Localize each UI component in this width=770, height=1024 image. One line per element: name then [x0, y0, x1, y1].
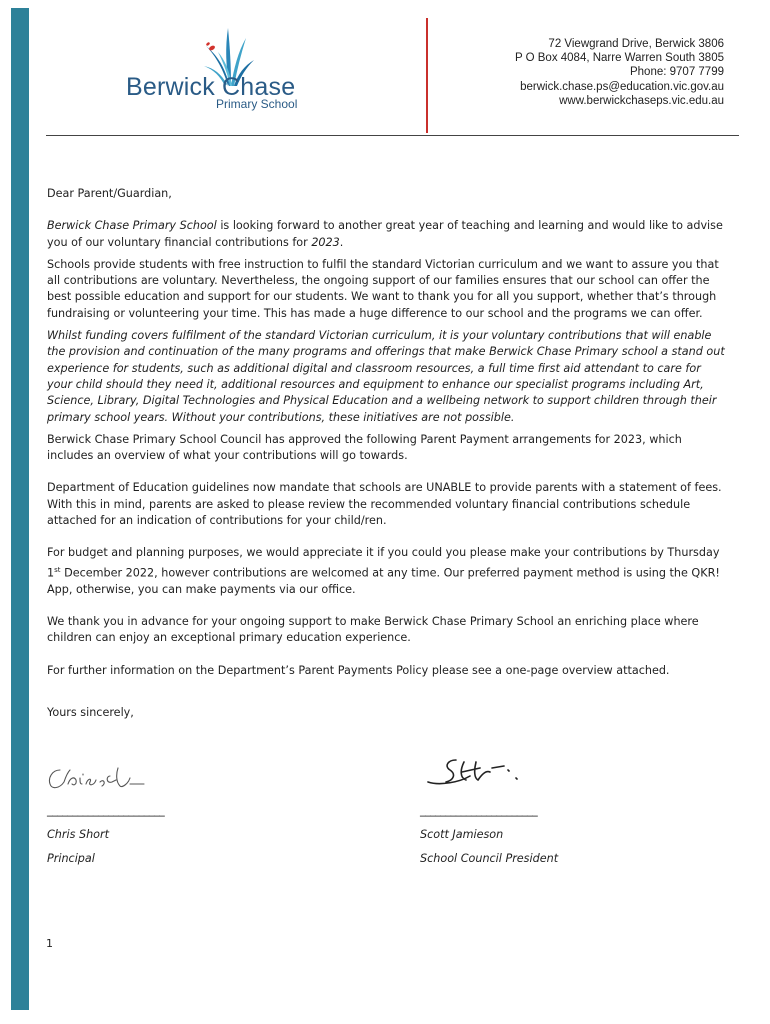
header-divider-vertical [426, 18, 428, 133]
logo-wordmark: Berwick Chase [126, 73, 296, 101]
po-box: P O Box 4084, Narre Warren South 3805 [514, 52, 724, 65]
website-link[interactable]: www.berwickchaseps.vic.edu.au [559, 94, 724, 107]
signatory-president [420, 803, 558, 867]
paragraph-further-info: For further information on the Department’s Parent Payments Policy please see a one-page overview attached. [47, 663, 670, 677]
page-number: 1 [46, 937, 53, 950]
signature-line: _______________________ [47, 804, 165, 817]
signatory-name: Scott Jamieson [420, 828, 504, 841]
paragraph-council: Berwick Chase Primary School Council has approved the following Parent Payment arrangements for 2023, which includes an overview of what your contributions will go towards. [47, 432, 682, 463]
paragraph-guidelines: Department of Education guidelines now mandate that schools are UNABLE to provide parents with a statement of fees. With this in mind, parents are asked to please review the recommended voluntary financial contributions schedule attached for an indication of contributions for your child/ren. [47, 481, 722, 528]
salutation: Dear Parent/Guardian, [47, 187, 172, 200]
email-link[interactable]: berwick.chase.ps@education.vic.gov.au [520, 80, 724, 93]
letter-body [47, 186, 727, 727]
paragraph-funding: Whilst funding covers fulfilment of the standard Victorian curriculum, it is your voluntary contributions that will enable the provision and continuation of the many programs and offerings that make Berwick Chase Primary school a stand out experience for students, such as additional digital and classroom resources, a full time first aid attendant to care for your child should they need it, additional resources and equipment to enhance our specialist programs including Art, Science, Library, Digital Technologies and Physical Education and a wellbeing network to support children through their primary school years. Without your contributions, these initiatives are not possible. [47, 329, 725, 424]
phone: Phone: 9707 7799 [629, 66, 724, 79]
principal-signature [46, 762, 156, 794]
signatory-name: Chris Short [47, 828, 110, 841]
paragraph-thanks: We thank you in advance for your ongoing support to make Berwick Chase Primary School an enriching place where children can enjoy an exceptional primary education experience. [47, 614, 699, 645]
left-accent-bar [11, 8, 29, 1010]
paragraph-voluntary: Schools provide students with free instruction to fulfil the standard Victorian curriculum and we want to assure you that all contributions are voluntary. Nevertheless, the ongoing support of our families ensures that our school can offer the best possible education and support for our students. We want to thank you for all you support, whether that’s through fundraising or volunteering your time. This has made a huge difference to our school and the programs we can offer. [47, 257, 719, 320]
paragraph-intro: Berwick Chase Primary School is looking forward to another great year of teaching and learning and would like to advise you of our voluntary financial contributions for 2023. [47, 219, 723, 249]
closing: Yours sincerely, [47, 705, 134, 719]
signatory-title: Principal [47, 852, 95, 865]
signatory-principal [47, 803, 164, 867]
contact-block [515, 37, 724, 108]
logo-subtitle: Primary School [216, 97, 298, 111]
signatory-title: School Council President [420, 852, 559, 865]
header-rule [46, 135, 739, 136]
signature-line: _______________________ [420, 804, 538, 817]
school-logo [122, 26, 312, 118]
street-address: 72 Viewgrand Drive, Berwick 3806 [548, 38, 724, 50]
paragraph-payment: For budget and planning purposes, we would appreciate it if you could you please make your contributions by Thursday 1st December 2022, however contributions are welcomed at any time. Our preferred payment method is using the QKR! App, otherwise, you can make payments via our office. [47, 546, 720, 596]
president-signature [420, 752, 540, 792]
